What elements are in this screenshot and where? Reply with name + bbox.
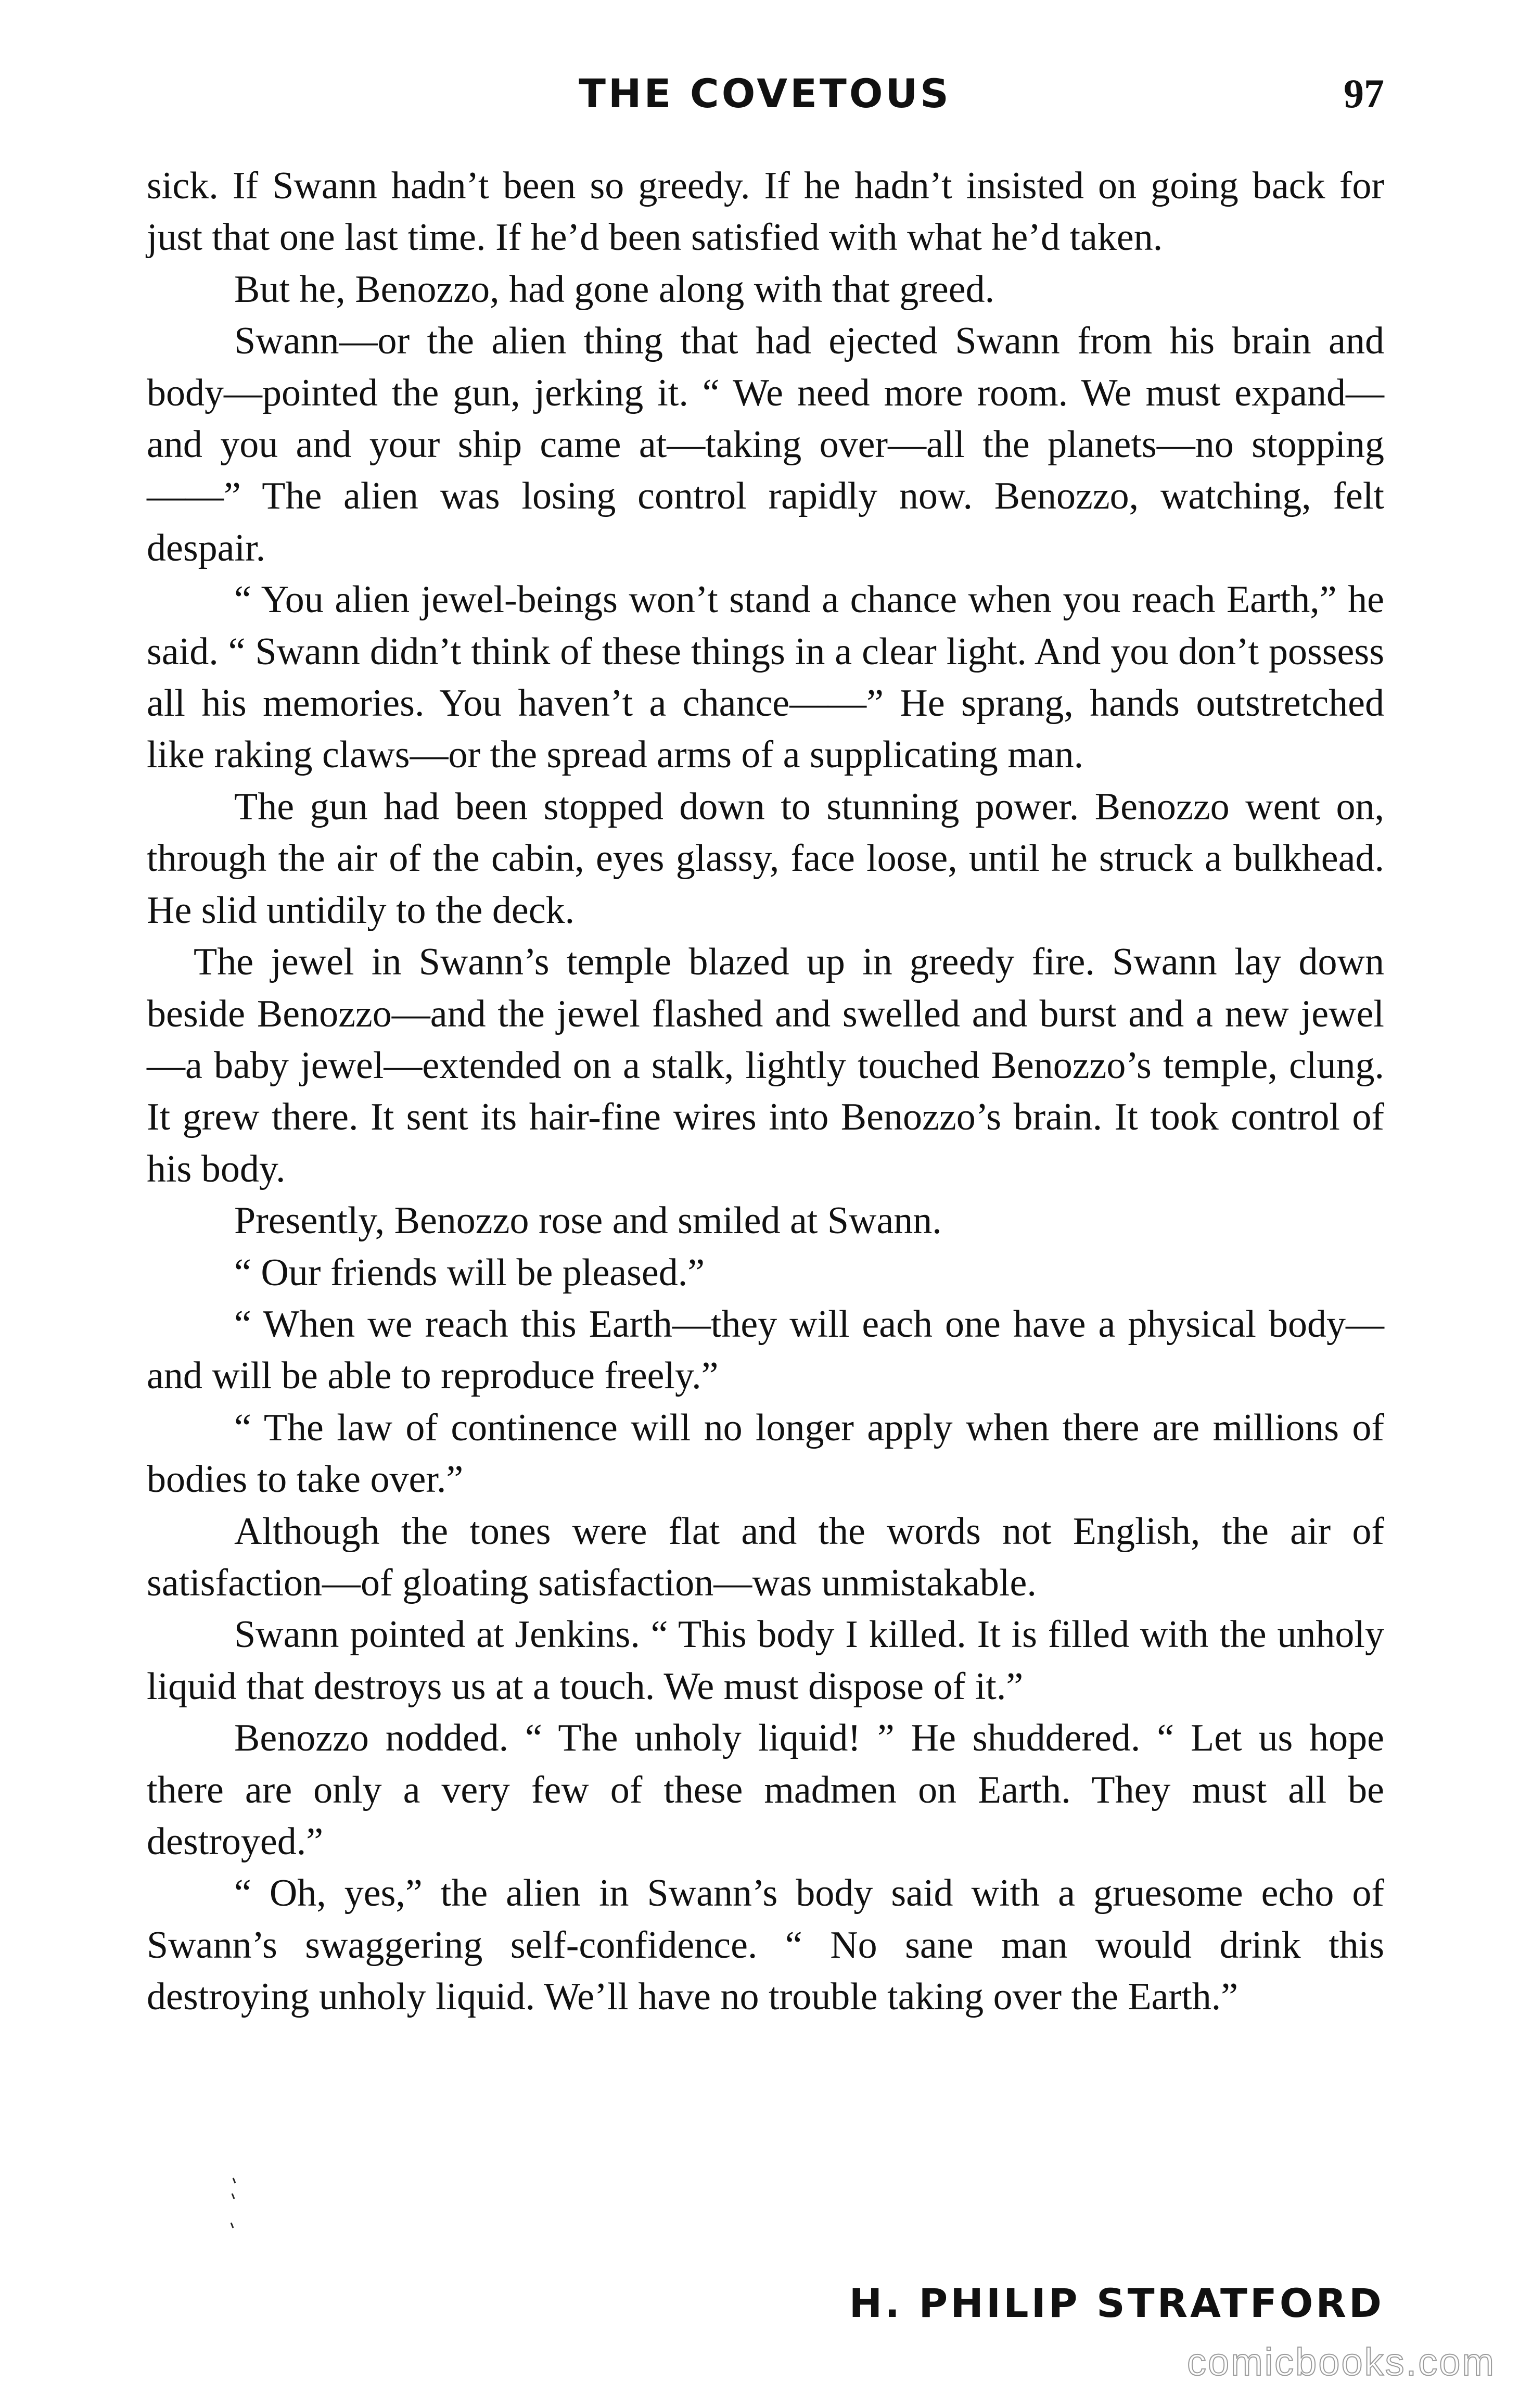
paragraph: sick. If Swann hadn’t been so greedy. If he hadn’t insisted on going back for just that one last time. If he’d been satisfied with what he’d taken. [147, 164, 1384, 259]
paragraph: Swann pointed at Jenkins. “ This body I killed. It is filled with the unholy liquid that destroys us at a touch. We must dispose of it.” [147, 1613, 1384, 1708]
paragraph: Although the tones were flat and the words not English, the air of satisfaction—of gloating satisfaction—was unmistakable. [147, 1510, 1384, 1604]
paragraph: “ Our friends will be pleased.” [234, 1251, 705, 1294]
paragraph: But he, Benozzo, had gone along with that greed. [234, 268, 995, 311]
paragraph: “ You alien jewel-beings won’t stand a chance when you reach Earth,” he said. “ Swann didn’t think of these things in a clear light. And you don’t possess all his memories. You haven’t a chance——” He sprang, hands outstretched like raking claws—or the spread arms of a supplicating man. [147, 578, 1384, 777]
paragraph: Swann—or the alien thing that had ejected Swann from his brain and body—pointed the gun, jerking it. “ We need more room. We must expand—and you and your ship came at—taking over—all the planets—no stopping——” The alien was losing control rapidly now. Benozzo, watching, felt despair. [147, 320, 1384, 569]
paragraph: “ The law of continence will no longer apply when there are millions of bodies to take over.” [147, 1406, 1384, 1501]
page-number: 97 [1344, 71, 1384, 116]
paragraph: The jewel in Swann’s temple blazed up in greedy fire. Swann lay down beside Benozzo—and the jewel flashed and swelled and burst and a new jewel—a baby jewel—extended on a stalk, lightly touched Benozzo’s temple, clung. It grew there. It sent its hair-fine wires into Benozzo’s brain. It took control of his body. [147, 941, 1384, 1190]
ink-speck [229, 2176, 239, 2233]
paragraph: Benozzo nodded. “ The unholy liquid! ” He shuddered. “ Let us hope there are only a very few of these madmen on Earth. They must all be destroyed.” [147, 1717, 1384, 1863]
paragraph: “ Oh, yes,” the alien in Swann’s body said with a gruesome echo of Swann’s swaggering self-confidence. “ No sane man would drink this destroying unholy liquid. We’ll have no trouble taking over the Earth.” [147, 1872, 1384, 2019]
paragraph: “ When we reach this Earth—they will each one have a physical body—and will be able to reproduce freely.” [147, 1302, 1384, 1398]
story-text [147, 160, 1384, 2023]
page-header [146, 62, 1384, 125]
watermark: comicbooks.com [1186, 2340, 1496, 2384]
paragraph: The gun had been stopped down to stunning power. Benozzo went on, through the air of the cabin, eyes glassy, face loose, until he struck a bulkhead. He slid untidily to the deck. [147, 785, 1384, 932]
running-title: THE COVETOUS [579, 70, 951, 117]
paragraph: Presently, Benozzo rose and smiled at Swann. [234, 1199, 942, 1243]
author-byline: H. PHILIP STRATFORD [849, 2280, 1384, 2326]
